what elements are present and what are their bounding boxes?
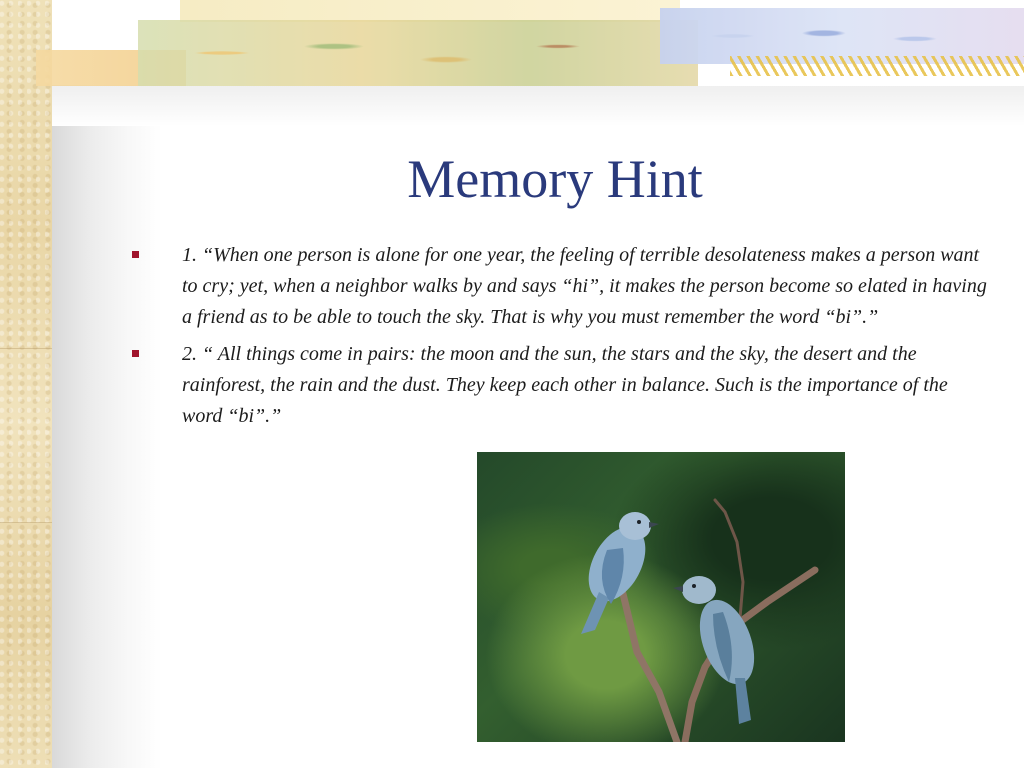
birds-illustration bbox=[477, 452, 845, 742]
banner-grass bbox=[730, 56, 1024, 76]
top-decorative-banner bbox=[30, 0, 1024, 86]
square-bullet-icon bbox=[132, 251, 139, 258]
left-parchment-strip bbox=[0, 0, 52, 768]
banner-leaves bbox=[138, 20, 698, 86]
banner-fade bbox=[52, 86, 1024, 126]
banner-tile bbox=[180, 0, 680, 22]
bullet-text: 2. “ All things come in pairs: the moon and the sun, the stars and the sky, the desert and the rainforest, the rain and the dust. They keep each other in balance. Such is the importance of the word “bi”.” bbox=[182, 343, 948, 427]
bullet-list bbox=[128, 240, 988, 438]
bird-left bbox=[577, 512, 659, 634]
bird-right bbox=[673, 576, 765, 724]
bullet-item bbox=[128, 339, 988, 432]
strip-divider bbox=[0, 348, 52, 349]
square-bullet-icon bbox=[132, 350, 139, 357]
bullet-text: 1. “When one person is alone for one year, the feeling of terrible desolateness makes a person want to cry; yet, when a neighbor walks by and says “hi”, it makes the person become so elated in having a friend as to be able to touch the sky. That is why you must remember the word “bi”.” bbox=[182, 244, 987, 328]
two-birds-photo bbox=[477, 452, 845, 742]
branch bbox=[617, 570, 677, 742]
slide-title: Memory Hint bbox=[407, 149, 703, 209]
bullet-item bbox=[128, 240, 988, 333]
strip-divider bbox=[0, 522, 52, 523]
